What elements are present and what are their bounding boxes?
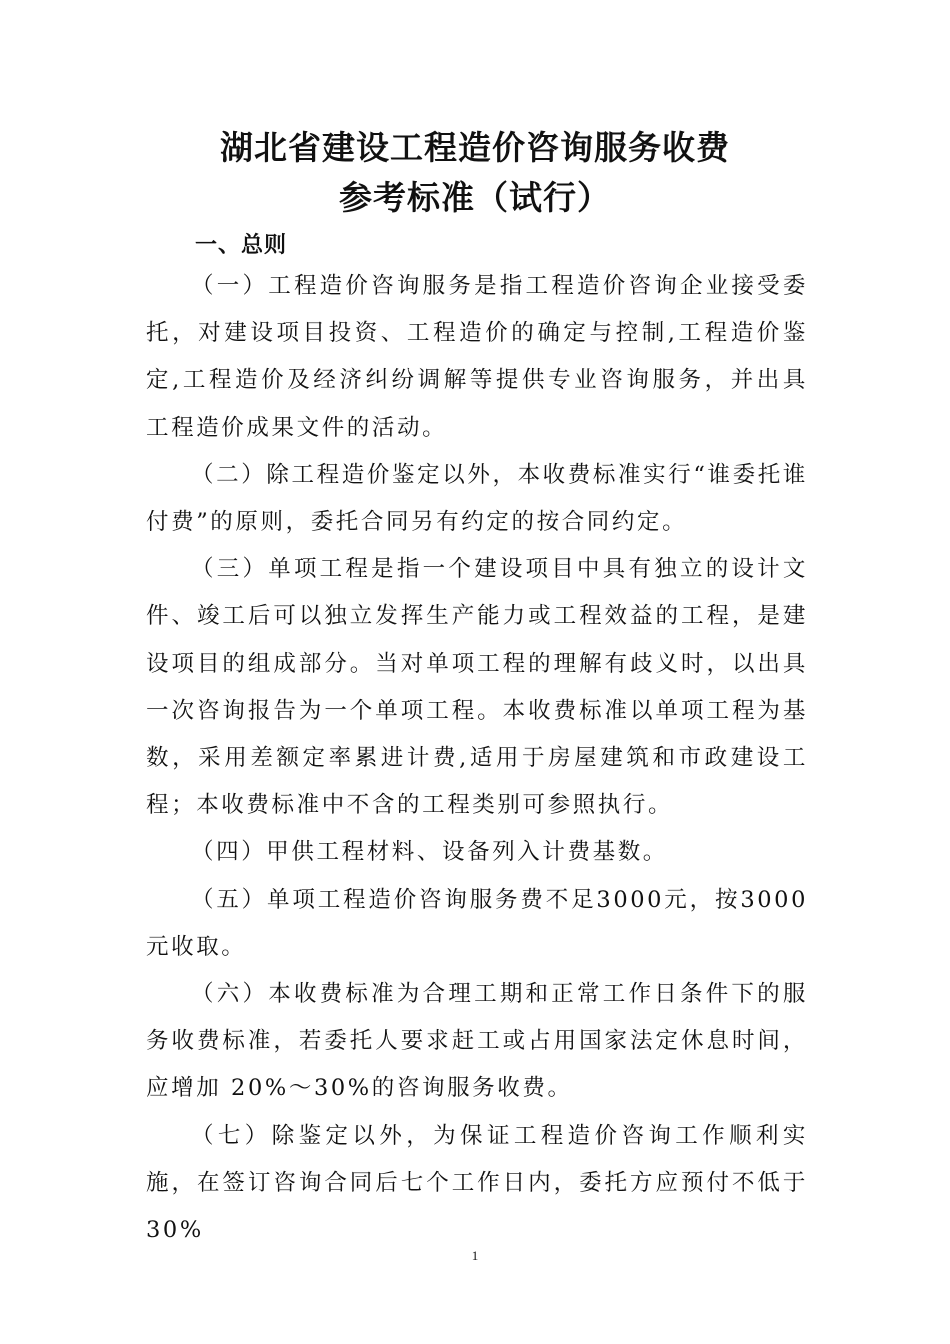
paragraph-7: （七）除鉴定以外，为保证工程造价咨询工作顺利实施，在签订咨询合同后七个工作日内，委托方应预付不低于30% [146,1122,808,1244]
document-title-line-1: 湖北省建设工程造价咨询服务收费 [220,128,730,167]
paragraph-4: （四）甲供工程材料、设备列入计费基数。 [191,839,668,866]
paragraph-6: （六）本收费标准为合理工期和正常工作日条件下的服务收费标准，若委托人要求赶工或占用国家法定休息时间，应增加 20%～30%的咨询服务收费。 [146,981,808,1102]
paragraph-3: （三）单项工程是指一个建设项目中具有独立的设计文件、竣工后可以独立发挥生产能力或工程效益的工程，是建设项目的组成部分。当对单项工程的理解有歧义时，以出具一次咨询报告为一个单项工程。本收费标准以单项工程为基数，采用差额定率累进计费,适用于房屋建筑和市政建设工程；本收费标准中不含的工程类别可参照执行。 [146,556,808,819]
document-body [146,263,808,1254]
page-number: 1 [471,1248,479,1263]
paragraph-2: （二）除工程造价鉴定以外，本收费标准实行“谁委托谁付费”的原则，委托合同另有约定的按合同约定。 [146,461,808,536]
paragraph-5: （五）单项工程造价咨询服务费不足3000元，按3000元收取。 [146,886,808,960]
paragraph-1: （一）工程造价咨询服务是指工程造价咨询企业接受委托，对建设项目投资、工程造价的确定与控制,工程造价鉴定,工程造价及经济纠纷调解等提供专业咨询服务，并出具工程造价成果文件的活动。 [146,273,808,441]
document-title-line-2: 参考标准（试行） [339,178,611,217]
section-heading-general-provisions: 一、总则 [195,233,288,258]
